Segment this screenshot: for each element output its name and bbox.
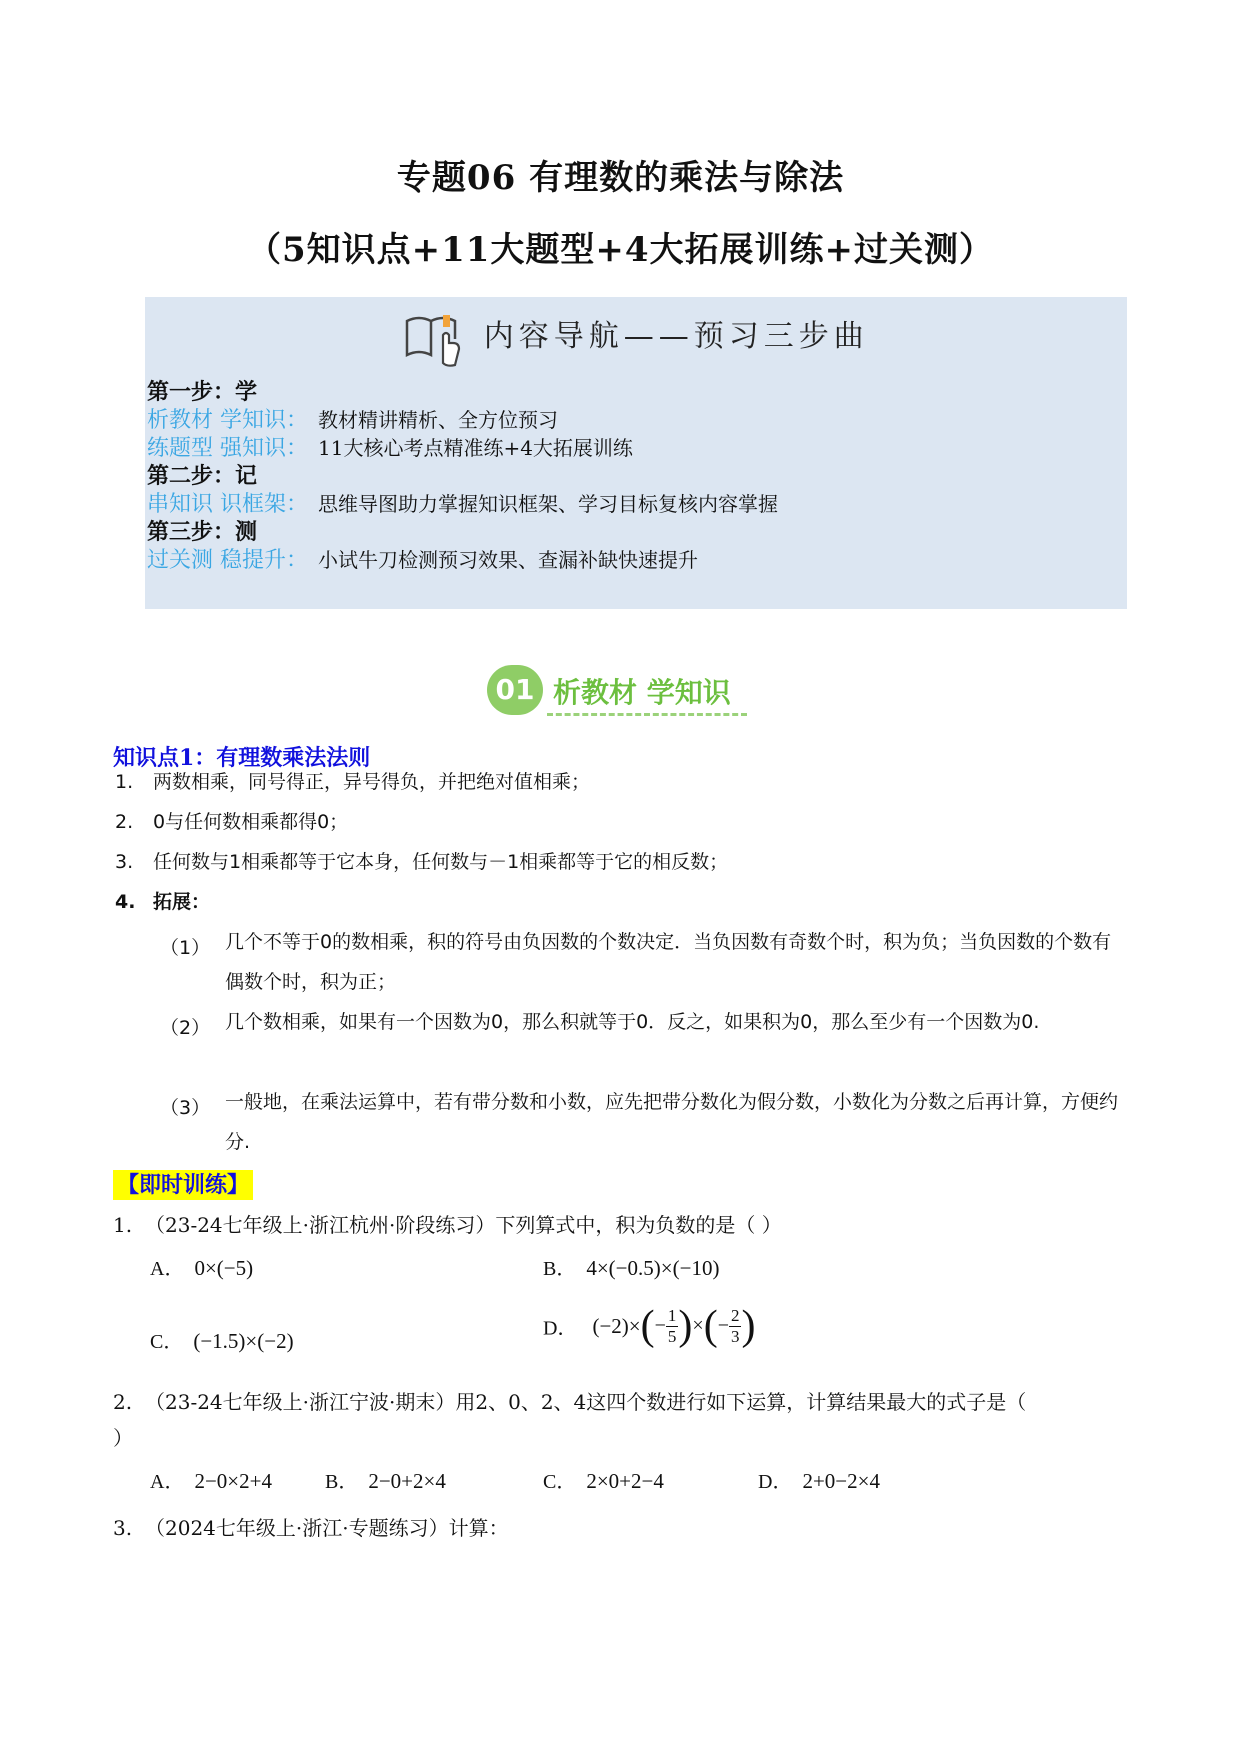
knowledge-item: 3. 任何数与1相乘都等于它本身，任何数与－1相乘都等于它的相反数； — [115, 851, 729, 873]
knowledge-point-heading: 知识点1：有理数乘法法则 — [113, 745, 371, 771]
open-book-pointer-icon — [403, 309, 465, 367]
sub-item-number: （2） — [160, 1017, 211, 1039]
nav-line-map: 串知识 识框架： 思维导图助力掌握知识框架、学习目标复核内容掌握 — [147, 492, 778, 517]
knowledge-item: 1. 两数相乘，同号得正，异号得负，并把绝对值相乘； — [115, 771, 591, 793]
q1-option-a: A． 0×(−5) — [150, 1256, 254, 1280]
sub-item-text: 几个数相乘，如果有一个因数为0，那么积就等于0．反之，如果积为0，那么至少有一个因数为0. — [225, 1011, 1040, 1033]
question-1: 1. （23-24七年级上·浙江杭州·阶段练习）下列算式中，积为负数的是（ ） — [113, 1213, 782, 1237]
sub-item-text: 几个不等于0的数相乘，积的符号由负因数的个数决定．当负因数有奇数个时，积为负；当负因数的个数有偶数个时，积为正； — [225, 931, 1112, 993]
section-title: 析教材 学知识 — [553, 676, 731, 709]
question-3: 3. （2024七年级上·浙江·专题练习）计算： — [113, 1516, 509, 1540]
question-2-cont: ） — [113, 1426, 133, 1450]
nav-header-text: 内容导航——预习三步曲 — [483, 319, 869, 354]
question-2: 2. （23-24七年级上·浙江宁波·期末）用2、0、2、4这四个数进行如下运算，计算结果最大的式子是（ — [113, 1390, 1027, 1414]
nav-step-2: 第二步：记 — [147, 463, 258, 489]
sub-item-number: （3） — [160, 1097, 211, 1119]
nav-header — [145, 309, 1127, 367]
nav-line-learn: 析教材 学知识： 教材精讲精析、全方位预习 — [147, 408, 558, 433]
page-title: 专题06 有理数的乘法与除法 — [396, 158, 845, 198]
q2-option-c: C． 2×0+2−4 — [543, 1469, 664, 1493]
drill-tag: 【即时训练】 — [113, 1170, 253, 1200]
section-underline — [547, 713, 747, 716]
sub-item-text: 一般地，在乘法运算中，若有带分数和小数，应先把带分数化为假分数，小数化为分数之后再计算，方便约分. — [225, 1091, 1119, 1153]
section-number: 01 — [487, 665, 543, 715]
knowledge-item: 2. 0与任何数相乘都得0； — [115, 811, 349, 833]
q1-option-c: C． (−1.5)×(−2) — [150, 1329, 294, 1353]
q2-option-d: D． 2+0−2×4 — [758, 1469, 880, 1493]
q1-option-b: B． 4×(−0.5)×(−10) — [543, 1256, 720, 1280]
nav-line-test: 过关测 稳提升： 小试牛刀检测预习效果、查漏补缺快速提升 — [147, 548, 698, 573]
nav-line-practice: 练题型 强知识： 11大核心考点精准练+4大拓展训练 — [147, 436, 633, 461]
nav-step-3: 第三步：测 — [147, 519, 258, 545]
q1-option-d: D． (−2)×(− $\frac{1}{5}$ )×(− $\frac{2}{3}$ ) — [543, 1303, 756, 1349]
nav-step-1: 第一步：学 — [147, 379, 258, 405]
q2-option-a: A． 2−0×2+4 — [150, 1469, 272, 1493]
sub-item-number: （1） — [160, 937, 211, 959]
content-navigation-box — [145, 297, 1127, 609]
knowledge-item: 4. 拓展： — [115, 891, 211, 913]
page-subtitle: （5知识点+11大题型+4大拓展训练+过关测） — [246, 230, 995, 270]
q2-option-b: B． 2−0+2×4 — [325, 1469, 446, 1493]
